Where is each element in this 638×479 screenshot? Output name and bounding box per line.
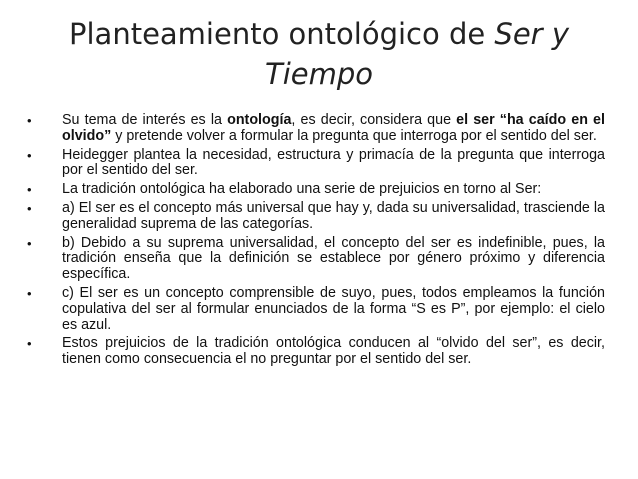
bullet-text: a) El ser es el concepto más universal que hay y, dada su universalidad, trasciende la generalidad suprema de las categorías. xyxy=(62,199,605,232)
bullet-text: b) Debido a su suprema universalidad, el concepto del ser es indefinible, pues, la tradición enseña que la definición se establece por género próximo y diferencia específica. xyxy=(62,234,605,283)
bullet-icon: • xyxy=(27,182,32,198)
bullet-icon: • xyxy=(27,113,32,128)
bullet-text: c) El ser es un concepto comprensible de suyo, pues, todos empleamos la función copulativa del ser al formular enunciados de la forma “S es P”, por ejemplo: el cielo es azul. xyxy=(62,284,605,333)
title-italic-text: Ser y xyxy=(494,17,569,51)
bullet-bold-text: ontología xyxy=(227,112,292,128)
bullet-item xyxy=(27,236,605,283)
bullet-icon: • xyxy=(27,336,32,352)
bullet-icon: • xyxy=(27,147,32,163)
bullet-item xyxy=(27,182,605,198)
bullet-item xyxy=(27,286,605,333)
bullet-text: Estos prejuicios de la tradición ontológica conducen al “olvido del ser”, es decir, tienen como consecuencia el no preguntar por el sentido del ser. xyxy=(62,335,605,368)
bullet-item xyxy=(27,148,605,180)
title-italic-text-line2: Tiempo xyxy=(264,57,373,91)
bullet-icon: • xyxy=(27,235,32,251)
bullet-text: La tradición ontológica ha elaborado una serie de prejuicios en torno al Ser: xyxy=(62,181,542,198)
bullet-item xyxy=(27,336,605,368)
title-text: Planteamiento ontológico de xyxy=(69,17,495,51)
slide-title xyxy=(30,14,608,94)
bullet-item xyxy=(27,201,605,233)
bullet-bold-text: el ser “ha caído en el olvido” xyxy=(62,112,605,144)
bullet-list xyxy=(27,113,605,371)
bullet-text: , es decir, considera que xyxy=(291,112,457,128)
bullet-text: Heidegger plantea la necesidad, estructura y primacía de la pregunta que interroga por el sentido del ser. xyxy=(62,146,605,179)
bullet-text: y pretende volver a formular la pregunta que interroga por el sentido del ser. xyxy=(111,127,597,144)
bullet-text: Su tema de interés es la xyxy=(62,112,228,128)
bullet-item xyxy=(27,113,605,145)
bullet-icon: • xyxy=(27,285,32,301)
bullet-icon: • xyxy=(27,200,32,216)
